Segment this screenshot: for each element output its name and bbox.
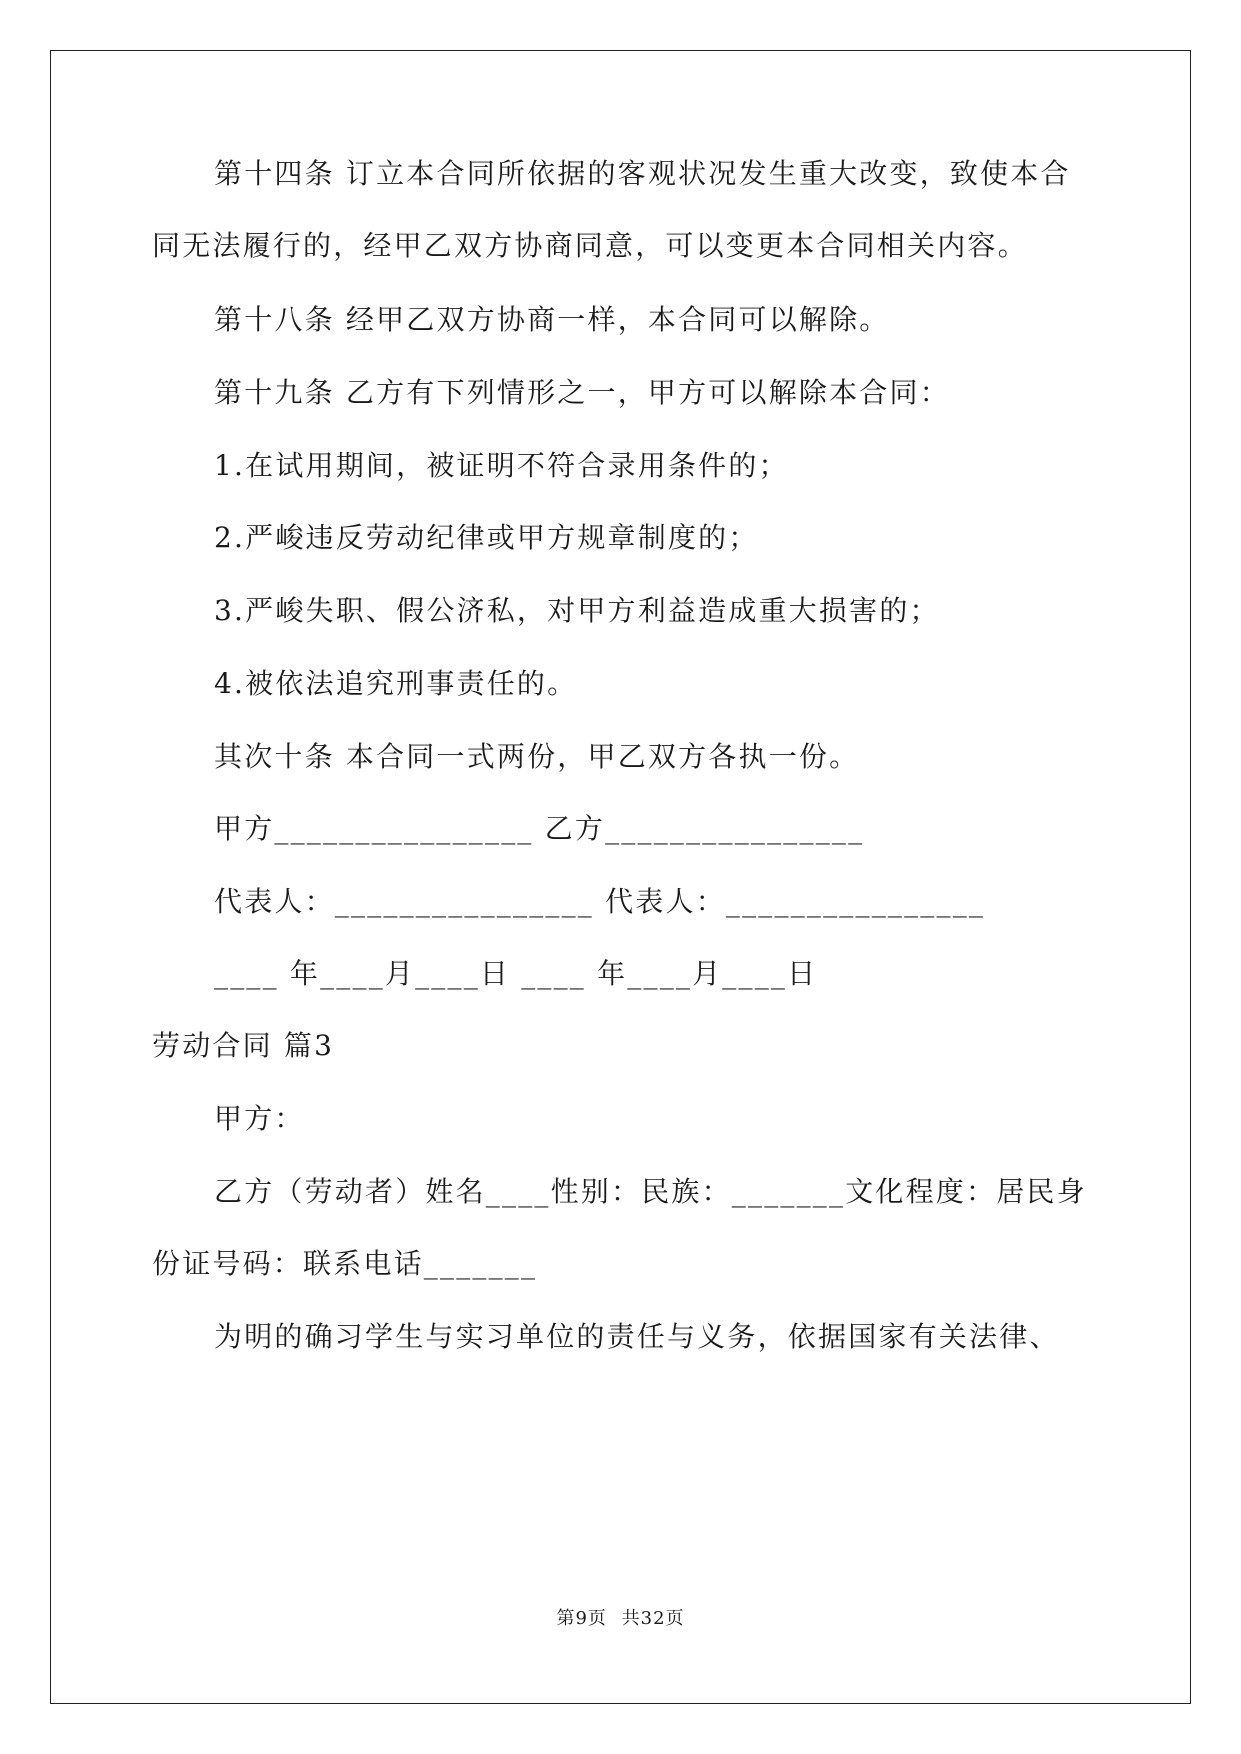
signature-representative-line: 代表人：________________ 代表人：________________ xyxy=(214,885,986,918)
paragraph-line: 其次十条 本合同一式两份，甲乙双方各执一份。 xyxy=(214,740,860,773)
paragraph-line: 同无法履行的，经甲乙双方协商同意，可以变更本合同相关内容。 xyxy=(152,229,1028,262)
list-item: 1.在试用期间，被证明不符合录用条件的； xyxy=(214,449,789,482)
signature-date-line: ____ 年____月____日 ____ 年____月____日 xyxy=(214,957,818,990)
page-total: 共32页 xyxy=(621,1608,685,1629)
page-number: 第9页 xyxy=(556,1608,607,1629)
page-border xyxy=(50,50,1191,1704)
signature-party-line: 甲方________________ 乙方________________ xyxy=(214,812,865,845)
page-footer xyxy=(0,1604,1241,1630)
list-item: 3.严峻失职、假公济私，对甲方利益造成重大损害的； xyxy=(214,594,940,627)
paragraph-line: 甲方： xyxy=(214,1102,305,1135)
paragraph-line: 为明的确习学生与实习单位的责任与义务，依据国家有关法律、 xyxy=(214,1320,1060,1353)
list-item: 4.被依法追究刑事责任的。 xyxy=(214,667,578,700)
paragraph-line: 第十九条 乙方有下列情形之一，甲方可以解除本合同： xyxy=(214,376,950,409)
section-heading: 劳动合同 篇3 xyxy=(152,1029,335,1062)
paragraph-line: 份证号码：联系电话_______ xyxy=(152,1247,538,1280)
paragraph-line: 第十四条 订立本合同所依据的客观状况发生重大改变，致使本合 xyxy=(214,157,1071,190)
list-item: 2.严峻违反劳动纪律或甲方规章制度的； xyxy=(214,521,759,554)
paragraph-line: 乙方（劳动者）姓名____性别：民族：_______文化程度：居民身 xyxy=(214,1175,1087,1208)
paragraph-line: 第十八条 经甲乙双方协商一样，本合同可以解除。 xyxy=(214,303,890,336)
